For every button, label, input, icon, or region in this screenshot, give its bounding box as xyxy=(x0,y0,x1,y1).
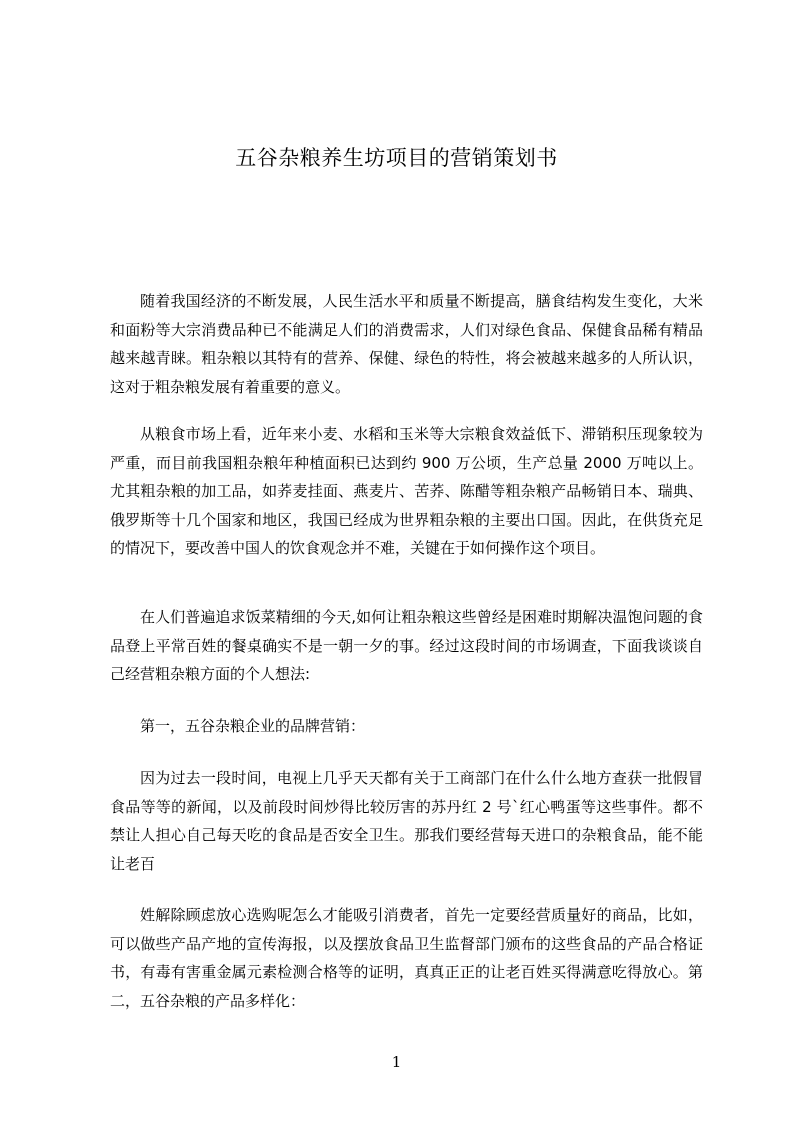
document-title: 五谷杂粮养生坊项目的营销策划书 xyxy=(235,146,558,170)
paragraph-intro: 随着我国经济的不断发展，人民生活水平和质量不断提高，膳食结构发生变化，大米和面粉等大宗消费品种已不能满足人们的消费需求，人们对绿色食品、保健食品稀有精品越来越青睐。粗杂粮以其特有的营养、保健、绿色的特性，将会被越来越多的人所认识，这对于粗杂粮发展有着重要的意义。 xyxy=(110,292,703,396)
section-heading-brand-marketing: 第一，五谷杂粮企业的品牌营销： xyxy=(140,717,366,735)
paragraph-market: 从粮食市场上看，近年来小麦、水稻和玉米等大宗粮食效益低下、滞销积压现象较为严重，而目前我国粗杂粮年种植面积已达到约 900 万公顷，生产总量 2000 万吨以上。尤其粗杂粮的加工品，如荞麦挂面、燕麦片、苦荞、陈醋等粗杂粮产品畅销日本、瑞典、俄罗斯等十几个国家和地区，我国已经成为世界粗杂粮的主要出口国。因此，在供货充足的情况下，要改善中国人的饮食观念并不难，关键在于如何操作这个项目。 xyxy=(110,425,703,557)
paragraph-food-safety: 因为过去一段时间，电视上几乎天天都有关于工商部门在什么什么地方查获一批假冒食品等等的新闻，以及前段时间炒得比较厉害的苏丹红 2 号`红心鸭蛋等这些事件。都不禁让人担心自己每天吃的食品是否安全卫生。那我们要经营每天进口的杂粮食品，能不能让老百 xyxy=(110,769,703,873)
paragraph-thoughts: 在人们普遍追求饭菜精细的今天,如何让粗杂粮这些曾经是困难时期解决温饱问题的食品登上平常百姓的餐桌确实不是一朝一夕的事。经过这段时间的市场调查，下面我谈谈自己经营粗杂粮方面的个人想法: xyxy=(110,608,703,683)
paragraph-quality: 姓解除顾虑放心选购呢怎么才能吸引消费者，首先一定要经营质量好的商品，比如，可以做些产品产地的宣传海报，以及摆放食品卫生监督部门颁布的这些食品的产品合格证书，有毒有害重金属元素检测合格等的证明，真真正正的让老百姓买得满意吃得放心。第二，五谷杂粮的产品多样化： xyxy=(110,906,703,1010)
page-number: 1 xyxy=(391,1053,402,1071)
